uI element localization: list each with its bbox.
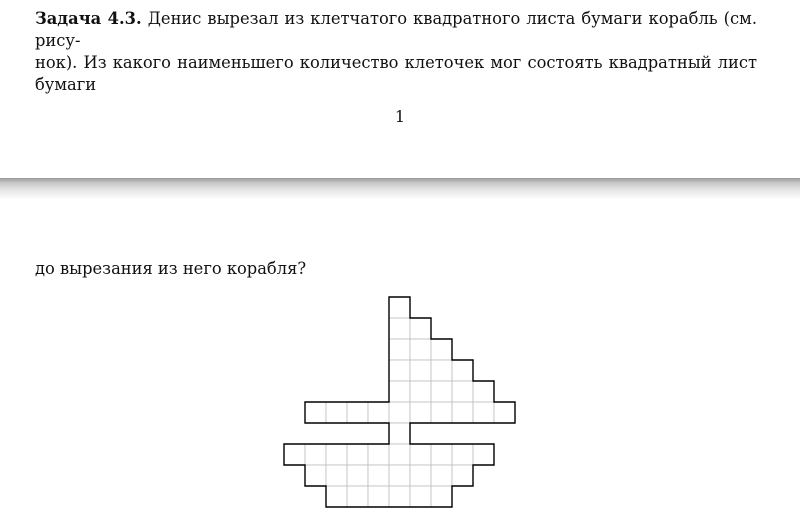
ship-grid-cell xyxy=(389,381,410,402)
ship-grid-cell xyxy=(494,402,515,423)
ship-grid-cell xyxy=(410,402,431,423)
ship-grid-cell xyxy=(326,465,347,486)
ship-grid-cell xyxy=(410,339,431,360)
ship-grid-cell xyxy=(431,465,452,486)
ship-grid-cell xyxy=(410,444,431,465)
ship-grid-cell xyxy=(389,486,410,507)
ship-grid-cell xyxy=(473,381,494,402)
ship-grid-cell xyxy=(347,402,368,423)
ship-grid-cell xyxy=(389,444,410,465)
ship-grid-cell xyxy=(452,444,473,465)
ship-grid-cell xyxy=(368,402,389,423)
ship-grid-cell xyxy=(431,360,452,381)
ship-grid-cell xyxy=(347,486,368,507)
page-number: 1 xyxy=(394,107,406,126)
ship-grid-cell xyxy=(431,339,452,360)
ship-grid-cell xyxy=(452,402,473,423)
ship-grid-cell xyxy=(326,402,347,423)
ship-grid-cell xyxy=(326,486,347,507)
ship-grid-cell xyxy=(452,360,473,381)
ship-grid-cell xyxy=(389,360,410,381)
ship-grid-cell xyxy=(389,318,410,339)
ship-grid-cell xyxy=(305,444,326,465)
ship-grid-cell xyxy=(410,465,431,486)
ship-grid-cell xyxy=(368,486,389,507)
ship-grid-cell xyxy=(389,402,410,423)
ship-grid-cell xyxy=(347,465,368,486)
problem-label: Задача 4.3. xyxy=(35,9,142,28)
ship-grid-cell xyxy=(452,465,473,486)
ship-grid-cell xyxy=(389,297,410,318)
ship-grid-cell xyxy=(284,444,305,465)
ship-grid-cell xyxy=(431,486,452,507)
ship-grid-cell xyxy=(410,381,431,402)
ship-grid-cell xyxy=(431,381,452,402)
ship-grid-cell xyxy=(368,444,389,465)
ship-grid-cell xyxy=(410,486,431,507)
problem-continuation: до вырезания из него корабля? xyxy=(35,259,307,278)
ship-grid-cell xyxy=(326,444,347,465)
ship-grid-cell xyxy=(389,465,410,486)
ship-grid-cell xyxy=(410,360,431,381)
problem-text-line-1: Денис вырезал из клетчатого квадратного листа бумаги корабль (см. рису- xyxy=(35,9,757,50)
ship-grid-cell xyxy=(389,339,410,360)
problem-text-line-2: нок). Из какого наименьшего количество клеточек мог состоять квадратный лист бумаги xyxy=(35,53,757,94)
ship-grid-cell xyxy=(410,318,431,339)
ship-grid-cell xyxy=(431,444,452,465)
ship-grid-cell xyxy=(305,402,326,423)
ship-grid-cell xyxy=(473,402,494,423)
ship-grid-cell xyxy=(347,444,368,465)
ship-grid-cell xyxy=(305,465,326,486)
ship-grid-cell xyxy=(389,423,410,444)
ship-grid-cell xyxy=(473,444,494,465)
ship-grid-cell xyxy=(431,402,452,423)
ship-grid-cell xyxy=(368,465,389,486)
ship-grid-cell xyxy=(452,381,473,402)
